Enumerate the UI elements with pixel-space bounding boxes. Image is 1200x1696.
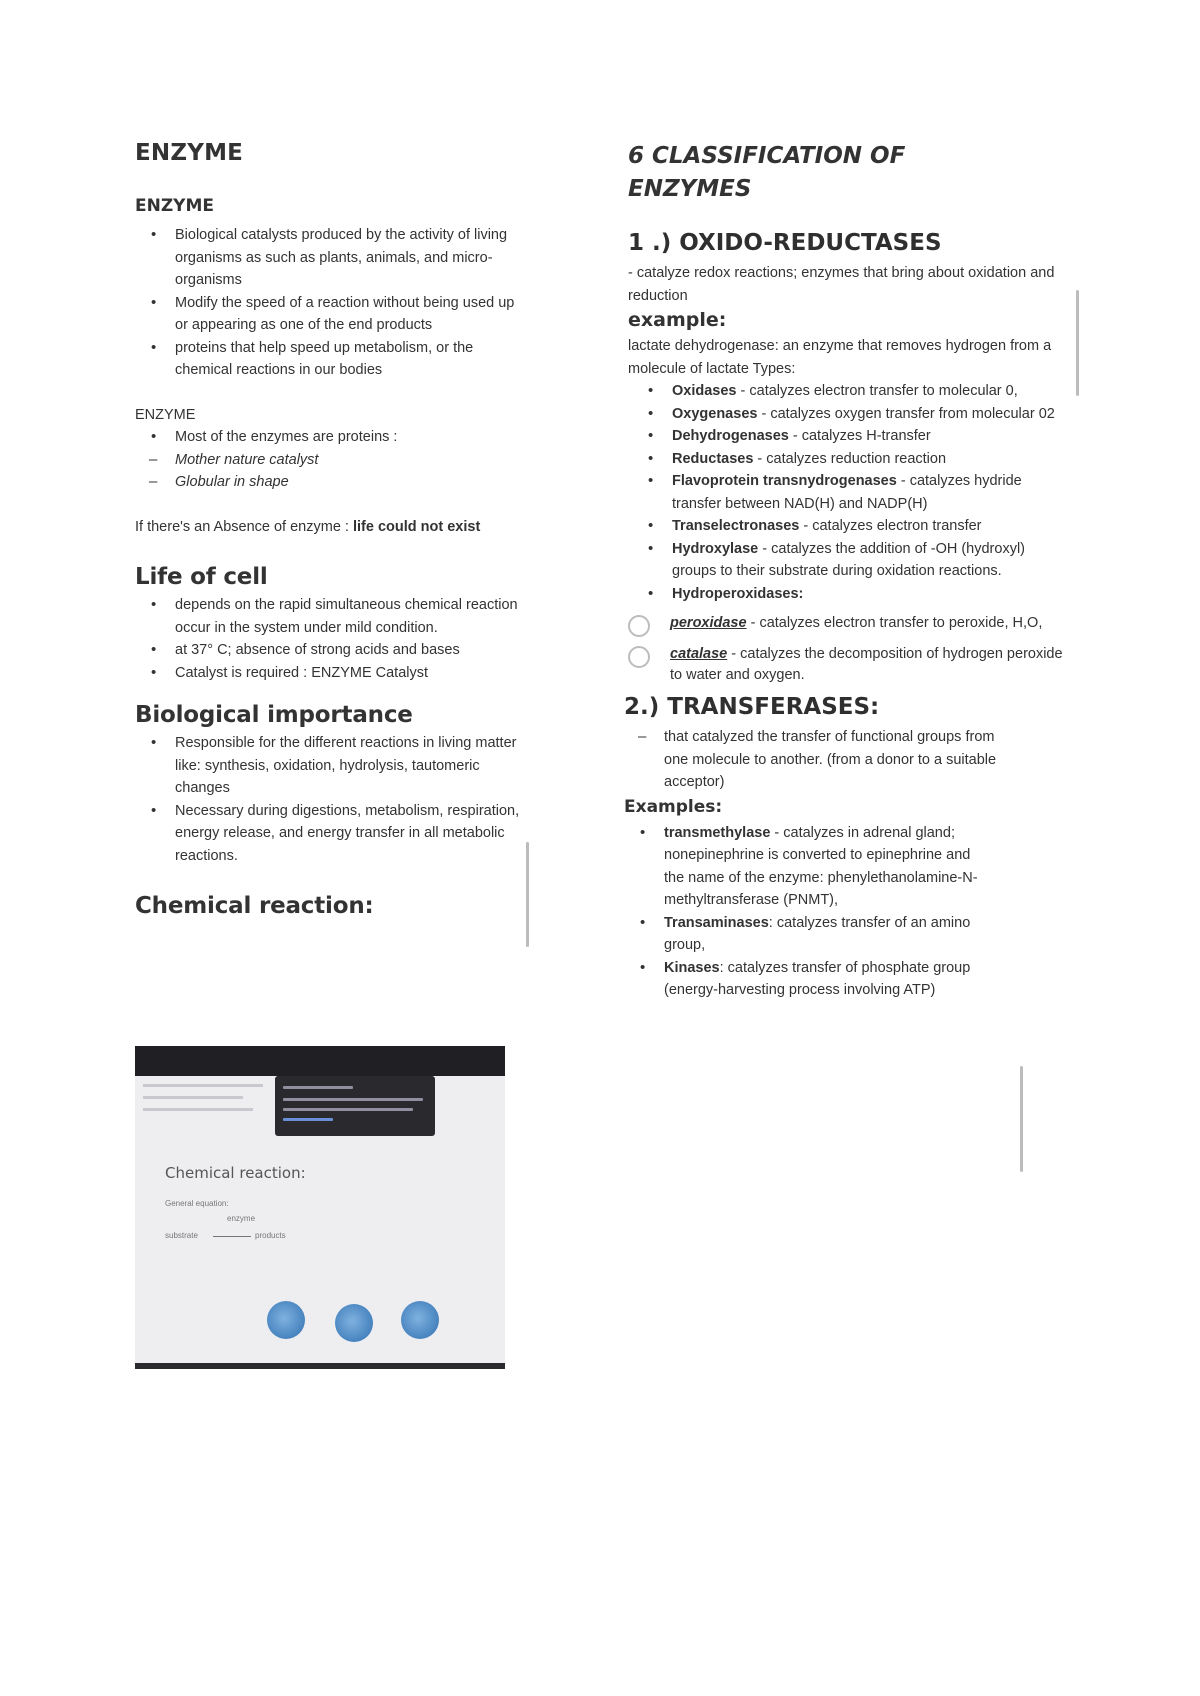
- absence-prefix: If there's an Absence of enzyme :: [135, 518, 353, 535]
- oxido-reductases-section: [628, 230, 1063, 686]
- type-name: Hydroperoxidases:: [672, 585, 804, 602]
- type-desc: - catalyzes electron transfer to molecular 0,: [736, 383, 1018, 399]
- enzyme-definition-section: [135, 196, 530, 382]
- types-list: [632, 380, 1063, 605]
- list-item: [632, 403, 1063, 426]
- enzyme-desc: - catalyzes electron transfer to peroxide, H,O,: [746, 615, 1043, 631]
- enzyme-desc: - catalyzes the decomposition of hydrogen peroxide to water and oxygen.: [670, 646, 1063, 683]
- type-desc: - catalyzes reduction reaction: [753, 450, 947, 467]
- enzyme-name: Kinases: [664, 959, 720, 976]
- popup-line: [283, 1118, 333, 1121]
- life-list: [135, 594, 530, 684]
- list-item: • Catalyst is required : ENZYME Catalyst: [135, 662, 530, 685]
- enzyme-name: catalase: [670, 646, 728, 662]
- title-line: 6 CLASSIFICATION OF: [628, 143, 906, 169]
- list-item: [632, 515, 1063, 538]
- list-item: [624, 822, 989, 912]
- section-heading: ENZYME: [135, 406, 196, 423]
- biological-importance-section: [135, 702, 530, 867]
- enzyme-desc: - catalyzes in adrenal gland; nonepinephrine is converted to epinephrine and the name of the enzyme: phenylethanolamine-N-methyltransferase (PNMT),: [664, 824, 978, 908]
- examples-heading: Examples:: [624, 796, 723, 817]
- example-text: lactate dehydrogenase: an enzyme that removes hydrogen from a molecule of lactate Types:: [628, 338, 1052, 377]
- checklist-item-peroxidase[interactable]: [628, 613, 1063, 634]
- importance-list: [135, 732, 530, 867]
- checkbox-circle-icon[interactable]: [628, 646, 650, 668]
- enzyme-name: transmethylase: [664, 824, 771, 841]
- photo-text: products: [255, 1231, 286, 1240]
- section-heading: Biological importance: [135, 702, 413, 728]
- list-item: – Globular in shape: [135, 471, 530, 494]
- classification-title: [628, 140, 1063, 206]
- type-desc: - catalyzes hydride transfer between NAD(H) and NADP(H): [672, 473, 1022, 512]
- photo-text: enzyme: [227, 1214, 256, 1223]
- list-item: • at 37° C; absence of strong acids and bases: [135, 639, 530, 662]
- type-desc: - catalyzes the addition of -OH (hydroxyl) groups to their substrate during oxidation reactions.: [672, 540, 1025, 579]
- type-name: Hydroxylase: [672, 540, 759, 557]
- type-desc: - catalyzes electron transfer: [799, 518, 982, 534]
- section-heading: 1 .) OXIDO-REDUCTASES: [628, 230, 942, 256]
- chemical-reaction-photo: [135, 1046, 505, 1369]
- cell-illustration: [267, 1301, 305, 1339]
- popup-line: [283, 1108, 413, 1111]
- right-column: [624, 140, 1063, 1002]
- list-item: [632, 448, 1063, 471]
- list-item: [632, 380, 1063, 403]
- type-name: Dehydrogenases: [672, 428, 789, 444]
- list-item: – Mother nature catalyst: [135, 449, 530, 472]
- photo-ui-line: [143, 1084, 263, 1087]
- list-item: [624, 912, 989, 957]
- section-heading: ENZYME: [135, 196, 215, 216]
- definition-list: [135, 224, 530, 382]
- list-item: [632, 583, 1063, 606]
- checkbox-circle-icon[interactable]: [628, 615, 650, 637]
- list-item: • Biological catalysts produced by the activity of living organisms as such as plants, animals, and micro-organisms: [135, 224, 530, 292]
- section-heading: 2.) TRANSFERASES:: [624, 694, 880, 720]
- cell-illustration: [335, 1304, 373, 1342]
- protein-list: [135, 426, 530, 449]
- enzyme-protein-section: [135, 404, 530, 494]
- type-name: Reductases: [672, 450, 754, 467]
- enzyme-desc: : catalyzes transfer of an amino group,: [664, 914, 971, 953]
- list-item: • Modify the speed of a reaction without being used up or appearing as one of the end products: [135, 292, 530, 337]
- example-heading: example:: [628, 309, 727, 331]
- list-item: • proteins that help speed up metabolism, or the chemical reactions in our bodies: [135, 337, 530, 382]
- scroll-indicator: [526, 842, 529, 947]
- photo-bottom-bar: [135, 1363, 505, 1369]
- photo-ui-line: [143, 1108, 253, 1111]
- absence-bold: life could not exist: [352, 518, 481, 535]
- photo-title: Chemical reaction:: [165, 1164, 306, 1182]
- dash-list: [135, 449, 530, 494]
- transferases-desc-list: [624, 726, 1009, 794]
- scroll-indicator: [1076, 290, 1079, 396]
- list-item: [632, 538, 1063, 583]
- cell-illustration: [401, 1301, 439, 1339]
- list-item: • Necessary during digestions, metabolism, respiration, energy release, and energy transfer in all metabolic reactions.: [135, 800, 530, 868]
- enzyme-name: peroxidase: [670, 615, 747, 631]
- enzyme-desc: : catalyzes transfer of phosphate group (energy-harvesting process involving ATP): [664, 959, 971, 998]
- absence-statement: [135, 516, 530, 539]
- section-heading: Life of cell: [135, 564, 268, 590]
- photo-text: General equation:: [165, 1199, 229, 1208]
- type-desc: - catalyzes H-transfer: [788, 428, 931, 444]
- type-desc: - catalyzes oxygen transfer from molecular 02: [757, 405, 1055, 422]
- reaction-arrow: [213, 1236, 251, 1237]
- type-name: Oxygenases: [672, 405, 758, 422]
- left-column: [135, 140, 530, 919]
- popup-line: [283, 1098, 423, 1101]
- photo-popup: [275, 1076, 435, 1136]
- popup-line: [283, 1086, 353, 1089]
- list-item: [624, 957, 989, 1002]
- type-name: Flavoprotein transnydrogenases: [672, 473, 897, 489]
- list-item: • depends on the rapid simultaneous chemical reaction occur in the system under mild condition.: [135, 594, 530, 639]
- page-title: ENZYME: [135, 140, 244, 166]
- examples-list: [624, 822, 989, 1002]
- type-name: Oxidases: [672, 383, 737, 399]
- list-item: [632, 425, 1063, 448]
- checklist-item-catalase[interactable]: [628, 644, 1063, 686]
- scroll-indicator: [1020, 1066, 1023, 1172]
- list-item: [632, 470, 1063, 515]
- life-of-cell-section: [135, 564, 530, 684]
- photo-text: substrate: [165, 1231, 198, 1240]
- list-item: • Most of the enzymes are proteins :: [135, 426, 530, 449]
- list-item: • Responsible for the different reactions in living matter like: synthesis, oxidation, hydrolysis, tautomeric changes: [135, 732, 530, 800]
- photo-toolbar: [135, 1046, 505, 1076]
- photo-ui-line: [143, 1096, 243, 1099]
- enzyme-name: Transaminases: [664, 914, 769, 931]
- title-line: ENZYMES: [628, 176, 752, 202]
- section-description: - catalyze redox reactions; enzymes that bring about oxidation and reduction: [628, 265, 1055, 304]
- list-item: – that catalyzed the transfer of functional groups from one molecule to another. (from a donor to a suitable acceptor): [624, 726, 1009, 794]
- transferases-section: [624, 694, 1063, 1002]
- chemical-reaction-heading: Chemical reaction:: [135, 893, 374, 919]
- type-name: Transelectronases: [672, 518, 800, 534]
